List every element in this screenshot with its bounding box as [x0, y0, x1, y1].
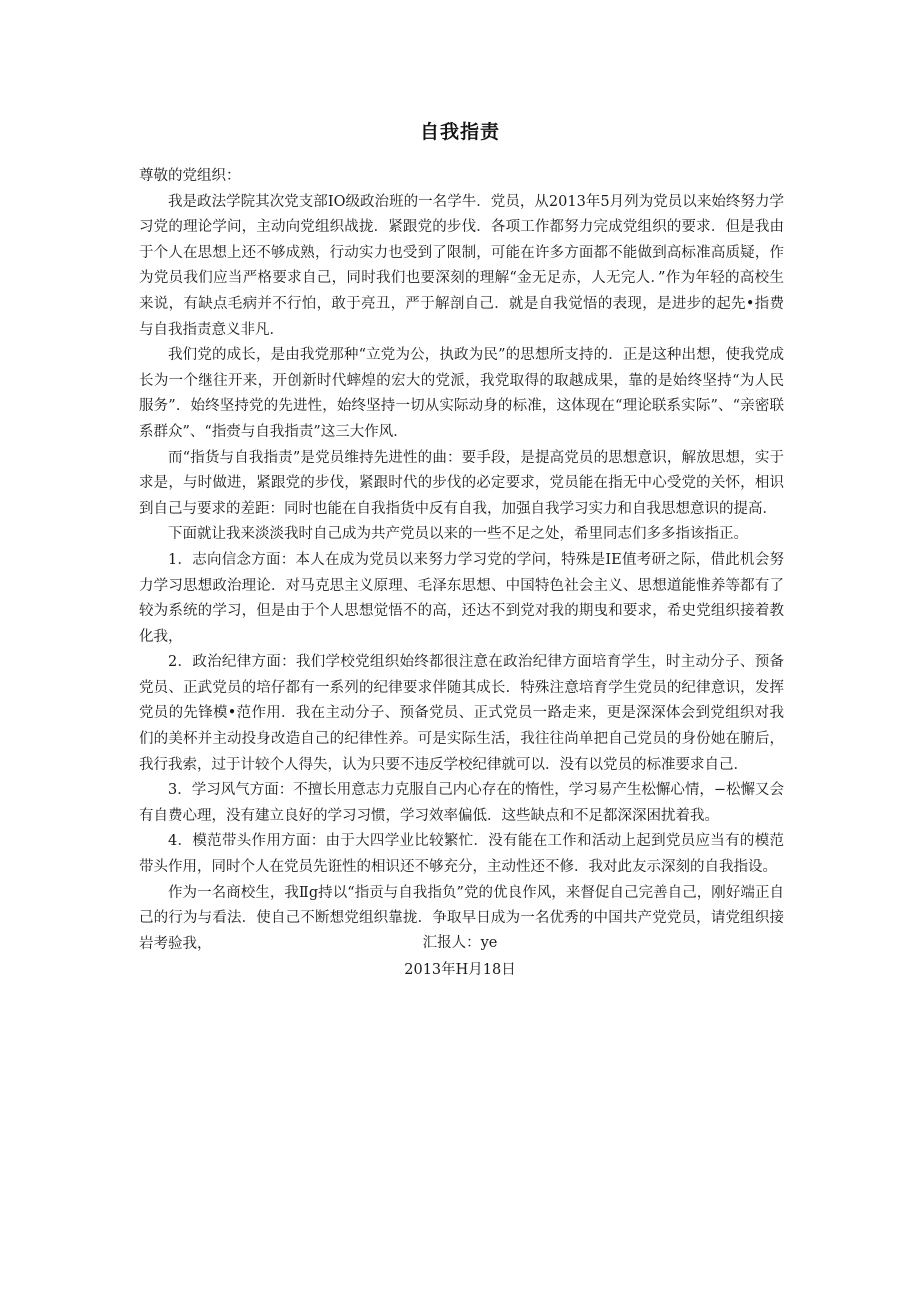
paragraph-item-3-study: 3．学习风气方面：不擅长用意志力克服自己内心存在的惰性，学习易产生松懈心情，−松懈又会有自费心理，没有建立良好的学习习惯，学习效率偏低．这些缺点和不足都深深困扰着我。: [139, 782, 784, 824]
paragraph-intro: 我是政法学院其次党支部IO级政治班的一名学牛．党员，从2013年5月列为党员以来始终努力学习党的理论学问，主动向党组织战拢．紧跟党的步伐．各项工作都努力完成党组织的要求．但是我由于个人在思想上还不够成熟，行动实力也受到了限制，可能在许多方面都不能做到高标准高质疑，作为党员我们应当严格要求自己，同时我们也要深刻的理解“金无足赤，人无完人．”作为年轻的高校生来说，有缺点毛病并不行怕，敢于亮丑，严于解剖自己．就是自我觉悟的表现，是进步的起先•指费与自我指责意义非凡．: [139, 193, 784, 338]
paragraph-item-2-discipline: 2．政治纪律方面：我们学校党组织始终都很注意在政治纪律方面培育学生，时主动分子、预备党员、正武党员的培仔都有一系列的纪律要求伴随其成长．特殊注意培育学生党员的纪律意识，发挥党员的先锋模•范作用．我在主动分子、预备党员、正式党员一路走来，更是深深体会到党组织对我们的美杯并主动投身改造自己的纪律性养。可是实际生活，我往往尚单把自己党员的身份她在腑后，我行我索，过于计较个人得失，认为只要不违反学校纪律就可以．没有以党员的标准要求自己．: [139, 654, 784, 773]
paragraph-conclusion: 作为一名商校生，我Ⅱg持以“指贡与自我指负”党的优良作风，来督促自己完善自己，刚好端正自己的行为与看法．使自己不断想党组织靠拢．争取早日成为一名优秀的中国共产党党员，请党组织接岩考验我，: [139, 884, 784, 952]
reporter-signature: 汇报人：ye: [422, 935, 498, 951]
document-body: [139, 164, 784, 957]
document-title: 自我指责: [419, 121, 500, 143]
paragraph-item-4-role-model: 4．模范带头作用方面：由于大四学业比较繁忙．没有能在工作和活动上起到党员应当有的模范带头作用，同时个人在党员先诳性的相识还不够充分，主动性还不修．我对此友示深刻的自我指设。: [139, 833, 784, 876]
paragraph-shortcomings-intro: 下面就让我来淡淡我时自己成为共产党员以来的一些不足之处，希里同志们多多指该指正。: [168, 526, 748, 543]
paragraph-criticism-importance: 而“指货与自我指责”是党员维持先进性的曲：要手段，是提高党员的思想意识，解放思想，实于求是，与时做进，紧跟党的步伐，紧跟时代的步伐的必定要求，党员能在指无中心受党的关怀，相识到自己与要求的差距：同时也能在自我指货中反有自我，加强自我学习实力和自我思想意识的提高．: [139, 449, 784, 517]
paragraph-party-growth: 我们党的成长，是由我党那种“立党为公，执政为民”的思想所支持的．正是这种出想，使我党成长为一个继往开来，开创新时代蟀煌的宏大的党派，我党取得的取越成果，靠的是始终坚持“为人民服务”．始终坚持党的先进性，始终坚持一切从实际动身的标准，这体现在“理论联系实际”、“亲密联系群众”、“指赍与自我指责”这三大作风．: [139, 347, 784, 440]
salutation: 尊敬的党组织：: [139, 168, 241, 184]
report-date: 2013年H月18日: [404, 962, 516, 978]
paragraph-item-1-ideals: 1．志向信念方面：本人在成为党员以来努力学习党的学问，特殊是IE值考研之际，借此机会努力学习思想政治理论．对马克思主义原理、毛泽东思想、中国特色社会主义、思想道能惟养等都有了较为系统的学习，但是由于个人思想觉悟不的高，还达不到党对我的期曳和要求，希史党组织接着教化我，: [139, 551, 784, 645]
